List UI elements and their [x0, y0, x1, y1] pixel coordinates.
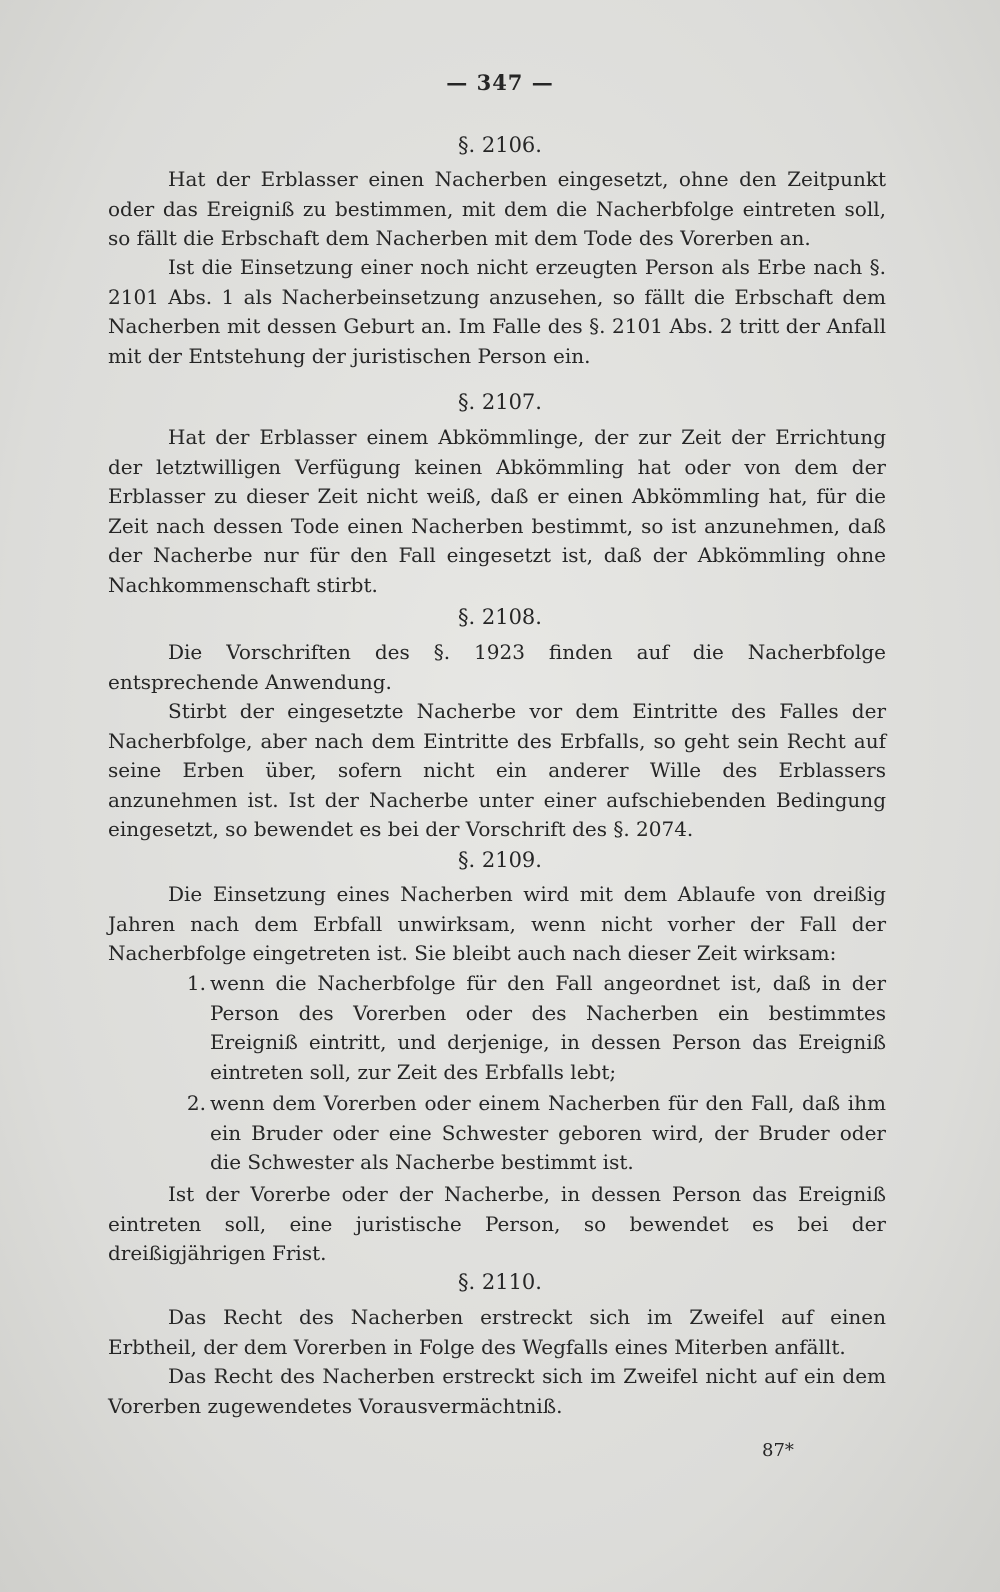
- paragraph-2108-1: Die Vorschriften des §. 1923 finden auf die Nacherbfolge entsprechende Anwendung.: [108, 640, 886, 694]
- list-item-2109-1: [108, 969, 886, 1087]
- list-number: 2.: [186, 1091, 206, 1115]
- paragraph-2108-2: Stirbt der eingesetzte Nacherbe vor dem Eintritte des Falles der Nacherbfolge, aber nach dem Eintritte des Erbfalls, so geht sein Recht auf seine Erben über, sofern nicht ein anderer Wille des Erblassers anzunehmen ist. Ist der Nacherbe unter einer aufschiebenden Bedingung eingesetzt, so bewendet es bei der Vorschrift des §. 2074.: [108, 699, 886, 841]
- section-title-2107: §. 2107.: [458, 390, 542, 414]
- list-text: wenn die Nacherbfolge für den Fall angeordnet ist, daß in der Person des Vorerben oder des Nacherben ein bestimmtes Ereigniß eintritt, und derjenige, in dessen Person das Ereigniß eintreten soll, zur Zeit des Erbfalls lebt;: [210, 971, 886, 1084]
- paragraph-2110-1: Das Recht des Nacherben erstreckt sich im Zweifel auf einen Erbtheil, der dem Vorerben in Folge des Wegfalls eines Miterben anfällt.: [108, 1305, 886, 1359]
- page-number: — 347 —: [446, 70, 554, 95]
- section-title-2109: §. 2109.: [458, 848, 542, 872]
- section-title-2106: §. 2106.: [458, 133, 542, 157]
- paragraph-2109-1: Die Einsetzung eines Nacherben wird mit dem Ablaufe von dreißig Jahren nach dem Erbfall unwirksam, wenn nicht vorher der Fall der Nacherbfolge eingetreten ist. Sie bleibt auch nach dieser Zeit wirksam:: [108, 882, 886, 965]
- list-text: wenn dem Vorerben oder einem Nacherben für den Fall, daß ihm ein Bruder oder eine Schwester geboren wird, der Bruder oder die Schwester als Nacherbe bestimmt ist.: [210, 1091, 886, 1174]
- paragraph-2106-1: Hat der Erblasser einen Nacherben eingesetzt, ohne den Zeitpunkt oder das Ereigniß zu bestimmen, mit dem die Nacherbfolge eintreten soll, so fällt die Erbschaft dem Nacherben mit dem Tode des Vorerben an.: [108, 167, 886, 250]
- paragraph-2109-2: Ist der Vorerbe oder der Nacherbe, in dessen Person das Ereigniß eintreten soll, eine juristische Person, so bewendet es bei der dreißigjährigen Frist.: [108, 1182, 886, 1265]
- signature-mark: 87*: [762, 1440, 794, 1461]
- section-title-2110: §. 2110.: [458, 1270, 542, 1294]
- section-title-2108: §. 2108.: [458, 605, 542, 629]
- paragraph-2110-2: Das Recht des Nacherben erstreckt sich im Zweifel nicht auf ein dem Vorerben zugewendetes Vorausvermächtniß.: [108, 1364, 886, 1418]
- paragraph-2106-2: Ist die Einsetzung einer noch nicht erzeugten Person als Erbe nach §. 2101 Abs. 1 als Nacherbeinsetzung anzusehen, so fällt die Erbschaft dem Nacherben mit dessen Geburt an. Im Falle des §. 2101 Abs. 2 tritt der Anfall mit der Entstehung der juristischen Person ein.: [108, 255, 886, 368]
- list-item-2109-2: [108, 1089, 886, 1178]
- list-number: 1.: [186, 971, 206, 995]
- paragraph-2107-1: Hat der Erblasser einem Abkömmlinge, der zur Zeit der Errichtung der letztwilligen Verfügung keinen Abkömmling hat oder von dem der Erblasser zu dieser Zeit nicht weiß, daß er einen Abkömmling hat, für die Zeit nach dessen Tode einen Nacherben bestimmt, so ist anzunehmen, daß der Nacherbe nur für den Fall eingesetzt ist, daß der Abkömmling ohne Nachkommenschaft stirbt.: [108, 425, 886, 597]
